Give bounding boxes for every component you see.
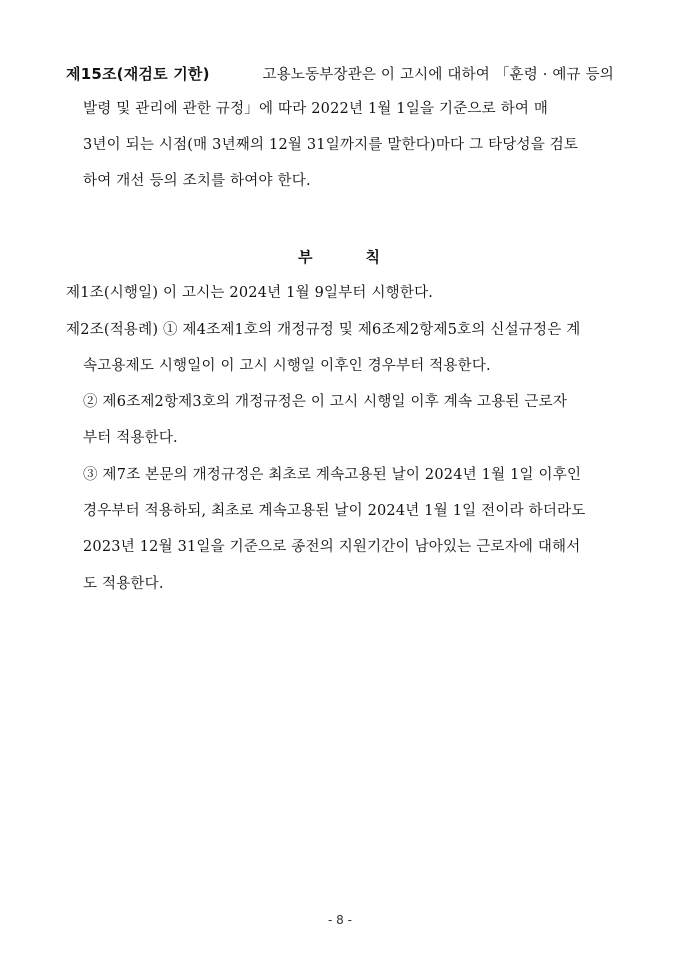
article15-line4: 하여 개선 등의 조치를 하여야 한다. [83, 173, 311, 189]
article15-line2: 발령 및 관리에 관한 규정」에 따라 2022년 1월 1일을 기준으로 하여 매 [83, 101, 549, 117]
article15-heading: 제15조(재검토 기한) [66, 65, 210, 83]
supp-article2-para3-line1: ③ 제7조 본문의 개정규정은 최초로 계속고용된 날이 2024년 1월 1일 이후인 [83, 467, 582, 483]
supp-article2-para3-line2: 경우부터 적용하되, 최초로 계속고용된 날이 2024년 1월 1일 전이라 하더라도 [83, 503, 586, 519]
article15-line1-text: 고용노동부장관은 이 고시에 대하여 「훈령 · 예규 등의 [262, 67, 614, 83]
supp-article2-line2: 속고용제도 시행일이 이 고시 시행일 이후인 경우부터 적용한다. [83, 358, 491, 374]
supp-article2-para3-line4: 도 적용한다. [83, 576, 164, 592]
supp-article2-line1: 제2조(적용례) ① 제4조제1호의 개정규정 및 제6조제2항제5호의 신설규정은 계 [66, 322, 581, 338]
supplementary-title [298, 247, 380, 267]
article15-line1 [66, 64, 614, 85]
supp-article1: 제1조(시행일) 이 고시는 2024년 1월 9일부터 시행한다. [66, 285, 434, 301]
supp-article2-para2-line1: ② 제6조제2항제3호의 개정규정은 이 고시 시행일 이후 계속 고용된 근로자 [83, 394, 568, 410]
supplementary-title-char1: 부 [298, 248, 313, 266]
supp-article2-para3-line3: 2023년 12월 31일을 기준으로 종전의 지원기간이 남아있는 근로자에 대해서 [83, 539, 581, 555]
supp-article2-para2-line2: 부터 적용한다. [83, 430, 178, 446]
supplementary-title-char2: 칙 [365, 248, 380, 266]
page-number: - 8 - [328, 913, 352, 927]
article15-line3: 3년이 되는 시점(매 3년째의 12월 31일까지를 말한다)마다 그 타당성을 검토 [83, 137, 579, 153]
